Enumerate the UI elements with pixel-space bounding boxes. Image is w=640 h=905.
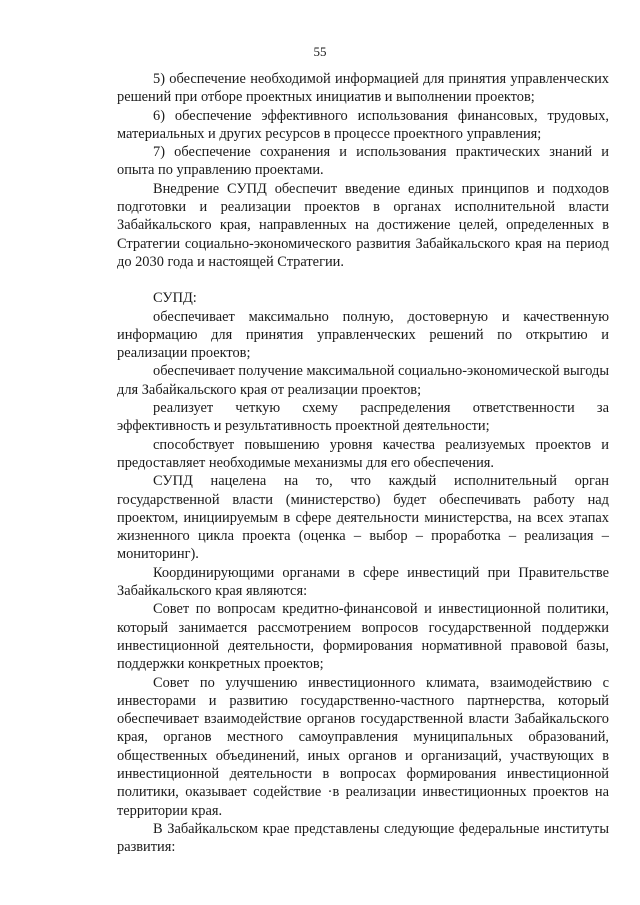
paragraph: 7) обеспечение сохранения и использования практических знаний и опыта по управлению проектами. bbox=[117, 144, 609, 179]
paragraph: обеспечивает получение максимальной социально-экономической выгоды для Забайкальского края от реализации проектов; bbox=[117, 363, 609, 398]
paragraph: 5) обеспечение необходимой информацией для принятия управленческих решений при отборе проектных инициатив и выполнении проектов; bbox=[117, 71, 609, 106]
paragraph: В Забайкальском крае представлены следующие федеральные институты развития: bbox=[117, 820, 609, 856]
paragraph: обеспечивает максимально полную, достоверную и качественную информацию для принятия управленческих решений по открытию и реализации проектов; bbox=[117, 308, 609, 362]
paragraph: СУПД: bbox=[153, 290, 197, 307]
document-body bbox=[117, 70, 609, 856]
paragraph: Совет по улучшению инвестиционного климата, взаимодействию с инвесторами и развитию государственно-частного партнерства, который обеспечивает взаимодействие органов государственной власти Забайкальского края, органов местного самоуправления муниципальных образований, общественных объединений, иных органов и организаций, участвующих в инвестиционной деятельности в вопросах формирования инвестиционной политики, оказывает содействие ·в реализации инвестиционных проектов на территории края. bbox=[117, 674, 609, 819]
paragraph: Совет по вопросам кредитно-финансовой и инвестиционной политики, который занимается рассмотрением вопросов государственной поддержки инвестиционной деятельности, формирования нормативной правовой базы, поддержки конкретных проектов; bbox=[117, 601, 609, 673]
paragraph: Координирующими органами в сфере инвестиций при Правительстве Забайкальского края являются: bbox=[117, 564, 609, 600]
paragraph: 6) обеспечение эффективного использования финансовых, трудовых, материальных и других ресурсов в процессе проектного управления; bbox=[117, 107, 609, 142]
paragraph: реализует четкую схему распределения ответственности за эффективность и результативность проектной деятельности; bbox=[117, 400, 609, 435]
paragraph: способствует повышению уровня качества реализуемых проектов и предоставляет необходимые механизмы для его обеспечения. bbox=[117, 436, 609, 471]
page-number: 55 bbox=[313, 44, 327, 59]
paragraph: Внедрение СУПД обеспечит введение единых принципов и подходов подготовки и реализации проектов в органах исполнительной власти Забайкальского края, направленных на достижение целей, определенных в Стратегии социально-экономического развития Забайкальского края на период до 2030 года и настоящей Стратегии. bbox=[117, 180, 609, 270]
paragraph: СУПД нацелена на то, что каждый исполнительный орган государственной власти (министерство) будет обеспечивать работу над проектом, инициируемым в сфере деятельности министерства, на всех этапах жизненного цикла проекта (оценка – выбор – проработка – реализация – мониторинг). bbox=[117, 473, 609, 563]
